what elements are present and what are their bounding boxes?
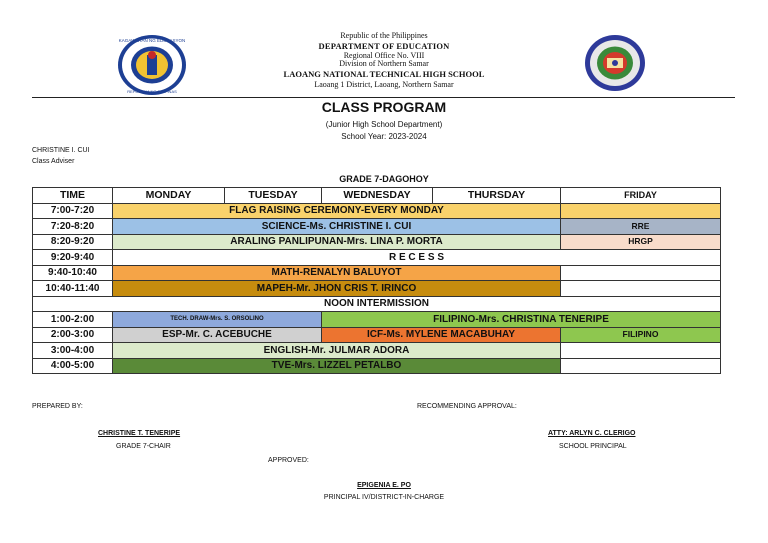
table-row <box>33 234 721 250</box>
friday-cell <box>561 203 721 219</box>
table-row <box>33 250 721 266</box>
header-republic: Republic of the Philippines <box>340 31 428 40</box>
preparer-role: GRADE 7-CHAIR <box>116 443 171 450</box>
table-header-row <box>33 188 721 204</box>
subject-cell: ENGLISH-Mr. JULMAR ADORA <box>113 343 561 359</box>
time-cell: 2:00-3:00 <box>33 327 113 343</box>
header-division: Division of Northern Samar <box>339 59 429 68</box>
recess-cell: R E C E S S <box>113 250 721 266</box>
col-header-monday: MONDAY <box>113 188 225 204</box>
friday-cell <box>561 265 721 281</box>
subtitle-school-year: School Year: 2023-2024 <box>341 132 427 141</box>
header-divider <box>32 97 735 98</box>
approved-label: APPROVED: <box>268 457 309 464</box>
approver-name-text: EPIGENIA E. PO <box>357 482 411 489</box>
svg-text:REPUBLIKA NG PILIPINAS: REPUBLIKA NG PILIPINAS <box>127 89 177 94</box>
recommender-role: SCHOOL PRINCIPAL <box>559 443 627 450</box>
subject-cell: FILIPINO-Mrs. CHRISTINA TENERIPE <box>322 312 721 328</box>
page-title: CLASS PROGRAM <box>321 99 447 115</box>
table-row <box>33 265 721 281</box>
col-header-time: TIME <box>33 188 113 204</box>
class-schedule-table <box>32 187 721 374</box>
friday-cell <box>561 343 721 359</box>
subject-cell: ICF-Ms. MYLENE MACABUHAY <box>322 327 561 343</box>
subject-cell: FLAG RAISING CEREMONY-EVERY MONDAY <box>113 203 561 219</box>
col-header-wednesday: WEDNESDAY <box>322 188 433 204</box>
preparer-name: CHRISTINE T. TENERIPE <box>98 430 181 437</box>
table-row <box>33 219 721 235</box>
header-region: Regional Office No. VIII <box>343 51 425 60</box>
friday-cell <box>561 281 721 297</box>
subject-cell: TECH. DRAW-Mrs. S. ORSOLINO <box>113 312 322 328</box>
subject-cell: MAPEH-Mr. JHON CRIS T. IRINCO <box>113 281 561 297</box>
subject-cell: TVE-Mrs. LIZZEL PETALBO <box>113 358 561 374</box>
time-cell: 10:40-11:40 <box>33 281 113 297</box>
grade-section: GRADE 7-DAGOHOY <box>339 174 429 184</box>
time-cell: 4:00-5:00 <box>33 358 113 374</box>
svg-text:KAGAWARAN NG EDUKASYON: KAGAWARAN NG EDUKASYON <box>118 38 186 43</box>
header-department: DEPARTMENT OF EDUCATION <box>318 41 450 51</box>
table-row <box>33 327 721 343</box>
recommender-name: ATTY: ARLYN C. CLERIGO <box>548 430 636 437</box>
subject-cell: MATH-RENALYN BALUYOT <box>113 265 561 281</box>
noon-intermission-cell: NOON INTERMISSION <box>33 296 721 312</box>
recommending-approval-label: RECOMMENDING APPROVAL: <box>417 403 517 410</box>
time-cell: 1:00-2:00 <box>33 312 113 328</box>
approver-role: PRINCIPAL IV/DISTRICT-IN-CHARGE <box>323 494 445 501</box>
time-cell: 8:20-9:20 <box>33 234 113 250</box>
approver-name <box>0 482 768 489</box>
table-row <box>33 358 721 374</box>
col-header-friday: FRIDAY <box>561 188 721 204</box>
col-header-tuesday: TUESDAY <box>225 188 322 204</box>
subject-cell: ESP-Mr. C. ACEBUCHE <box>113 327 322 343</box>
time-cell: 7:20-8:20 <box>33 219 113 235</box>
header-address: Laoang 1 District, Laoang, Northern Samar <box>314 80 454 89</box>
subtitle-department: (Junior High School Department) <box>325 120 443 129</box>
prepared-by-label: PREPARED BY: <box>32 403 83 410</box>
friday-cell: HRGP <box>561 234 721 250</box>
friday-cell: RRE <box>561 219 721 235</box>
table-row <box>33 343 721 359</box>
table-row <box>33 281 721 297</box>
friday-cell <box>561 358 721 374</box>
adviser-role: Class Adviser <box>32 158 75 165</box>
time-cell: 7:00-7:20 <box>33 203 113 219</box>
subject-cell: ARALING PANLIPUNAN-Mrs. LINA P. MORTA <box>113 234 561 250</box>
header-school: LAOANG NATIONAL TECHNICAL HIGH SCHOOL <box>283 69 485 79</box>
time-cell: 9:40-10:40 <box>33 265 113 281</box>
subject-cell: SCIENCE-Ms. CHRISTINE I. CUI <box>113 219 561 235</box>
friday-cell: FILIPINO <box>561 327 721 343</box>
time-cell: 3:00-4:00 <box>33 343 113 359</box>
table-row <box>33 312 721 328</box>
time-cell: 9:20-9:40 <box>33 250 113 266</box>
adviser-name: CHRISTINE I. CUI <box>32 147 90 154</box>
table-row <box>33 296 721 312</box>
col-header-thursday: THURSDAY <box>433 188 561 204</box>
table-row <box>33 203 721 219</box>
